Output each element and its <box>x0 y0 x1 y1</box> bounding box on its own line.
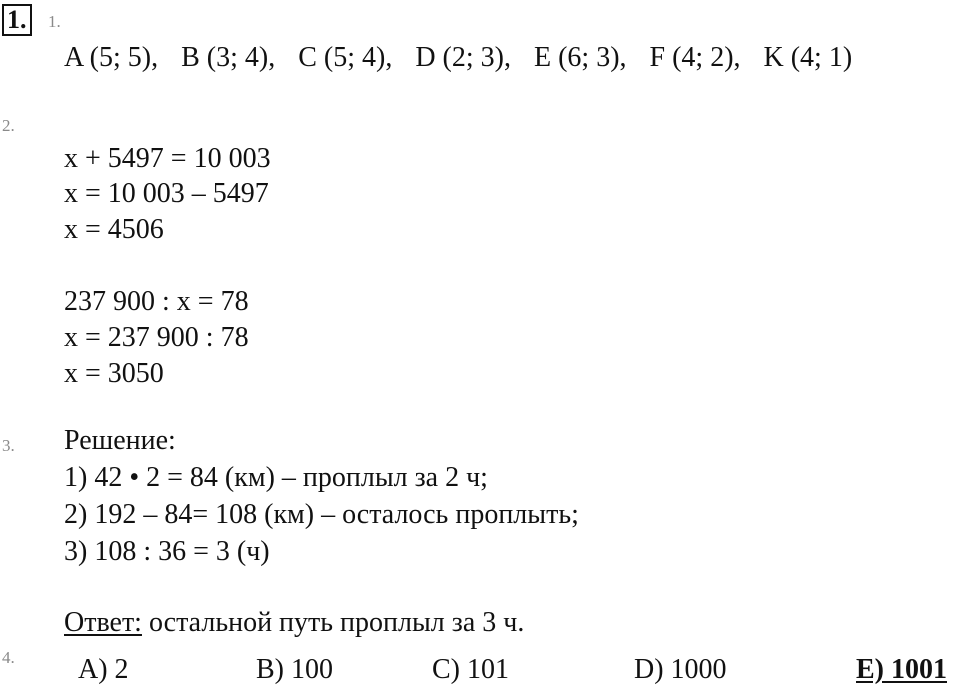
equation-2-line-2: x = 237 900 : 78 <box>64 322 249 353</box>
equation-1-line-1: x + 5497 = 10 003 <box>64 143 271 174</box>
point-k: K (4; 1) <box>763 42 853 73</box>
option-c: C) 101 <box>432 654 509 685</box>
question-number-4: 4. <box>2 648 15 667</box>
option-d: D) 1000 <box>634 654 727 685</box>
solution-step-2: 2) 192 – 84= 108 (км) – осталось проплыть; <box>64 499 579 530</box>
question-number-2: 2. <box>2 116 15 135</box>
option-a: A) 2 <box>78 654 129 685</box>
solution-step-3: 3) 108 : 36 = 3 (ч) <box>64 536 270 567</box>
point-b: B (3; 4), <box>181 42 276 73</box>
task-number-box: 1. <box>2 4 32 36</box>
equation-2-line-3: x = 3050 <box>64 358 164 389</box>
point-e: E (6; 3), <box>533 42 627 73</box>
point-f: F (4; 2), <box>649 42 741 73</box>
point-d: D (2; 3), <box>415 42 511 73</box>
q1-points-line <box>64 42 852 74</box>
answer-line <box>64 607 524 639</box>
option-e-correct: E) 1001 <box>856 654 947 685</box>
solution-heading: Решение: <box>64 425 176 456</box>
point-a: A (5; 5), <box>64 42 159 73</box>
answer-label: Ответ: <box>64 607 142 638</box>
question-number-1: 1. <box>48 12 61 31</box>
question-number-3: 3. <box>2 436 15 455</box>
option-b: B) 100 <box>256 654 333 685</box>
equation-1-line-2: x = 10 003 – 5497 <box>64 178 269 209</box>
equation-1-line-3: x = 4506 <box>64 214 164 245</box>
equation-2-line-1: 237 900 : x = 78 <box>64 286 249 317</box>
solution-step-1: 1) 42 • 2 = 84 (км) – проплыл за 2 ч; <box>64 462 488 493</box>
point-c: C (5; 4), <box>298 42 393 73</box>
answer-text: остальной путь проплыл за 3 ч. <box>141 607 525 638</box>
